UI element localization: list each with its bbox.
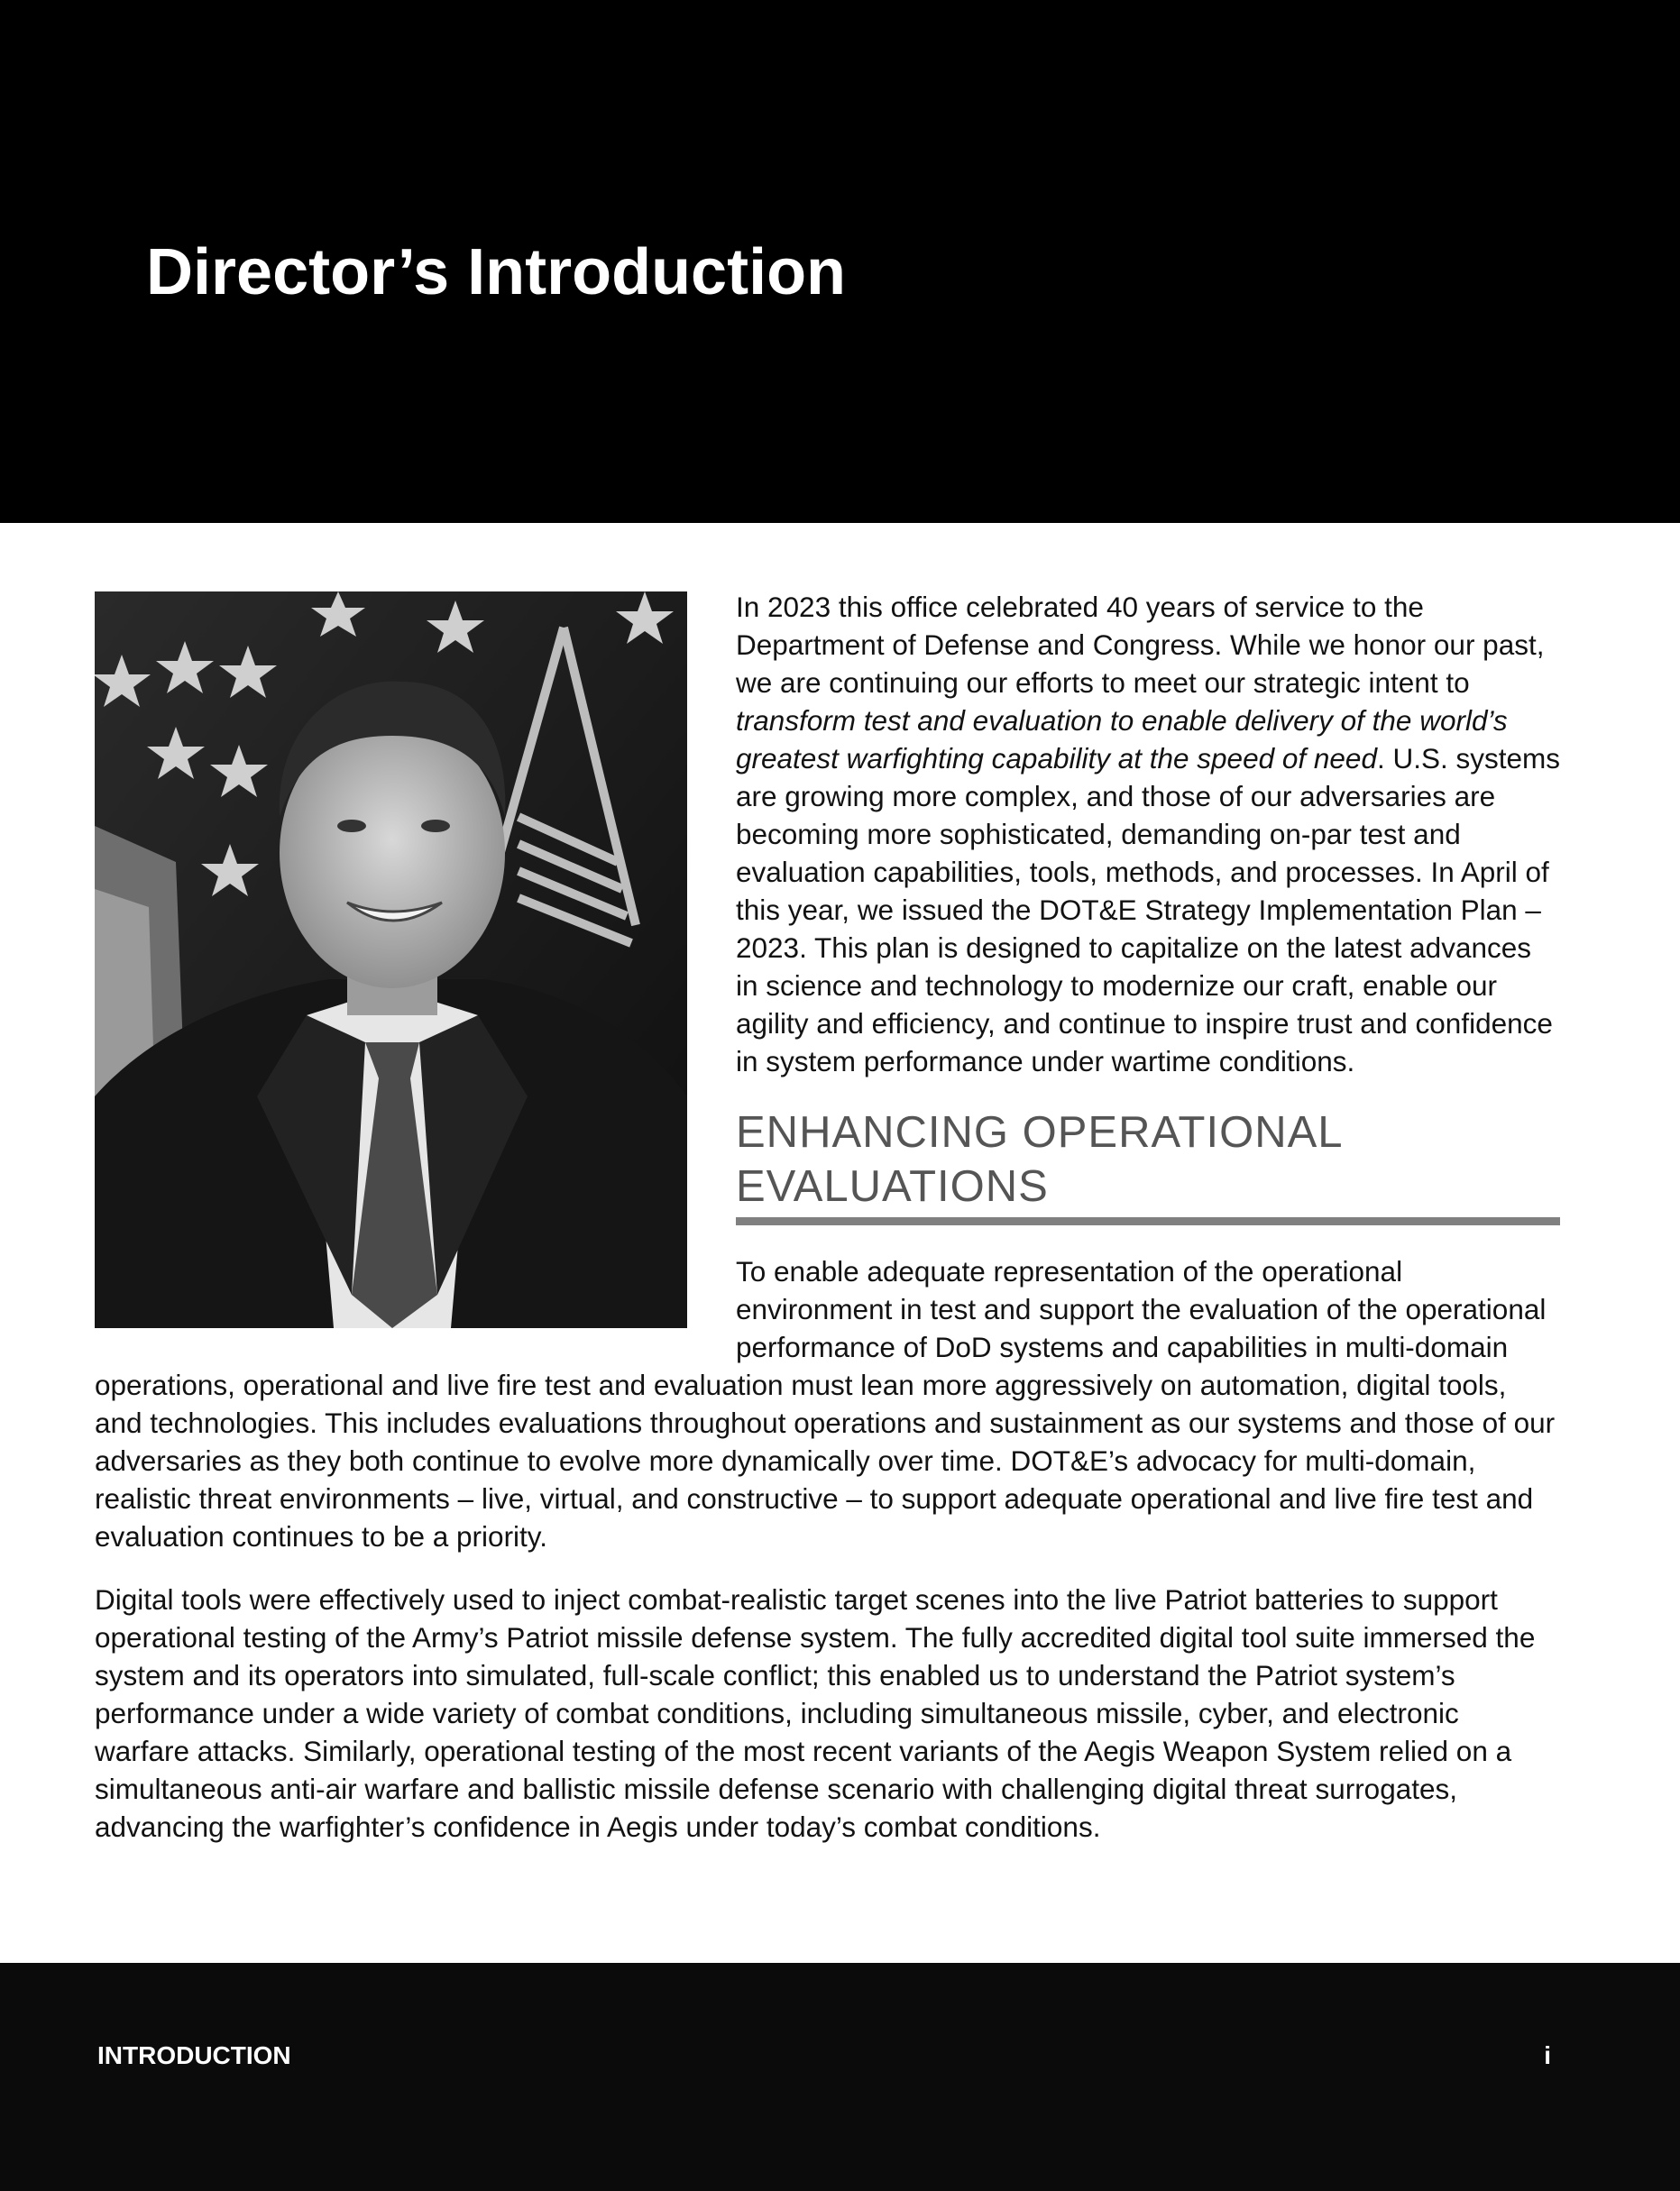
footer-bar bbox=[0, 1963, 1680, 2191]
director-portrait-photo bbox=[95, 591, 687, 1328]
strategic-intent-text: transform test and evaluation to enable delivery of the world’s greatest warfighting capability at the speed of need bbox=[736, 704, 1508, 775]
intro-text-end: . U.S. systems are growing more complex, and those of our adversaries are becoming more sophisticated, demanding on-par test and evaluation capabilities, tools, methods, and processes. In April of this year, we issued the DOT&E Strategy Implementation Plan – 2023. This plan is designed to capitalize on the latest advances in science and technology to modernize our craft, enable our agility and efficiency, and continue to inspire trust and confidence in system performance under wartime conditions. bbox=[736, 742, 1560, 1077]
main-content bbox=[95, 588, 1560, 1871]
portrait-photo-icon bbox=[95, 591, 687, 1328]
section-heading: ENHANCING OPERATIONAL EVALUATIONS bbox=[736, 1105, 1560, 1225]
page-title: Director’s Introduction bbox=[146, 236, 847, 308]
section-paragraph-2: Digital tools were effectively used to inject combat-realistic target scenes into the live Patriot batteries to support operational testing of the Army’s Patriot missile defense system. The fully accredited digital tool suite immersed the system and its operators into simulated, full-scale conflict; this enabled us to understand the Patriot system’s performance under a wide variety of combat conditions, including simultaneous missile, cyber, and electronic warfare attacks. Similarly, operational testing of the most recent variants of the Aegis Weapon System relied on a simultaneous anti-air warfare and ballistic missile defense scenario with challenging digital threat surrogates, advancing the warfighter’s confidence in Aegis under today’s combat conditions. bbox=[95, 1583, 1536, 1843]
footer-section-label: INTRODUCTION bbox=[97, 2041, 291, 2069]
intro-text-start: In 2023 this office celebrated 40 years of service to the Department of Defense and Congress. While we honor our past, we are continuing our efforts to meet our strategic intent to bbox=[736, 591, 1545, 699]
header-banner bbox=[0, 0, 1680, 523]
section-paragraph-1: To enable adequate representation of the operational environment in test and support the evaluation of the operational performance of DoD systems and capabilities in multi-domain operations, operational and live fire test and evaluation must lean more aggressively on automation, digital tools, and technologies. This includes evaluations throughout operations and sustainment as our systems and those of our adversaries as they both continue to evolve more dynamically over time. DOT&E’s advocacy for multi-domain, realistic threat environments – live, virtual, and constructive – to support adequate operational and live fire test and evaluation continues to be a priority. bbox=[95, 1255, 1556, 1553]
page-number: i bbox=[1544, 2041, 1551, 2069]
